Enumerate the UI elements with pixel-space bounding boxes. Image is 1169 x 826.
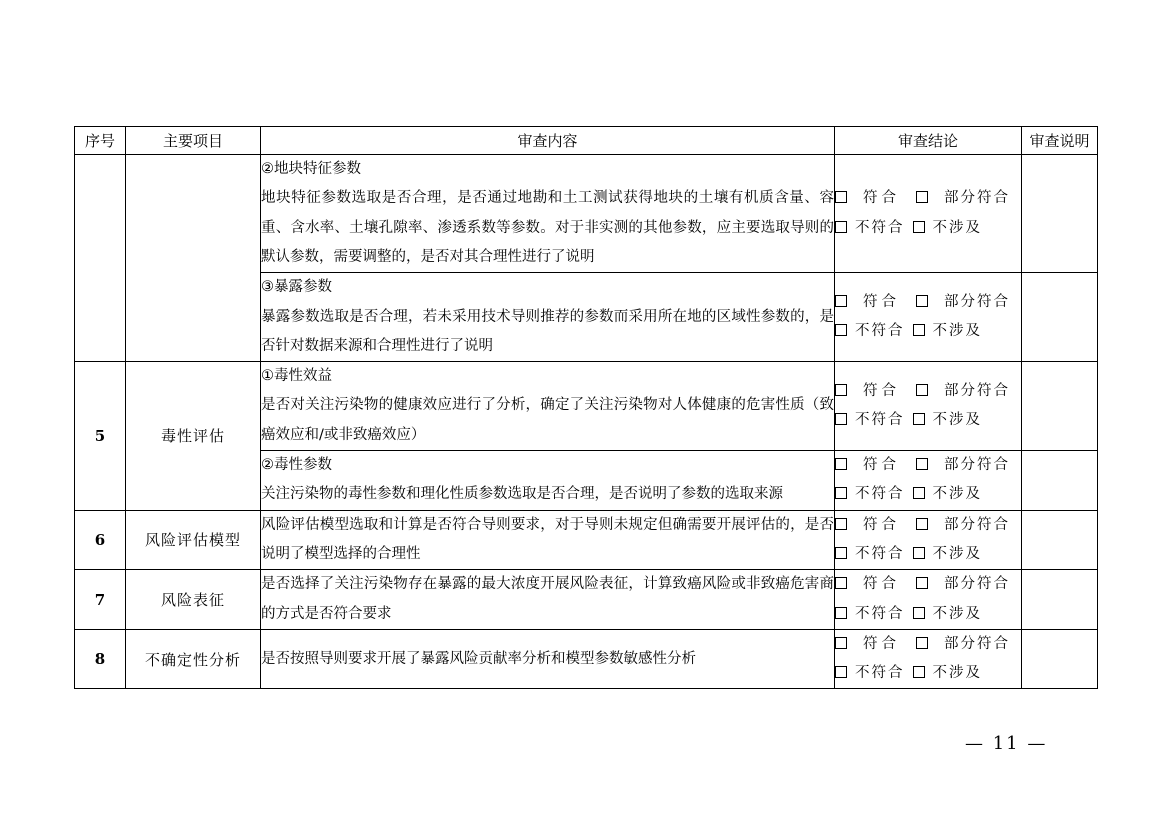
checkbox-na[interactable] (913, 666, 925, 678)
checkbox-noncomply[interactable] (835, 221, 847, 233)
row-num-cell: 5 (75, 362, 126, 510)
option-noncomply-label: 不符合 (855, 605, 905, 622)
option-na-label: 不涉及 (932, 486, 982, 503)
option-noncomply-label: 不符合 (855, 323, 905, 340)
checkbox-comply[interactable] (835, 384, 847, 396)
review-table (74, 126, 1098, 689)
checkbox-na[interactable] (913, 607, 925, 619)
note-cell[interactable] (1022, 570, 1098, 630)
checkbox-na[interactable] (913, 547, 925, 559)
checkbox-na[interactable] (913, 324, 925, 336)
row-num-cell: 8 (75, 629, 126, 689)
checkbox-comply[interactable] (835, 518, 847, 530)
conclusion-cell (835, 570, 1022, 630)
checkbox-na[interactable] (913, 413, 925, 425)
table-row (75, 155, 1098, 273)
checkbox-na[interactable] (913, 487, 925, 499)
option-comply-label: 符合 (863, 457, 900, 474)
row-item-cell (126, 155, 261, 362)
conclusion-cell (835, 273, 1022, 362)
page-number: — 11 — (965, 733, 1048, 754)
note-cell[interactable] (1022, 510, 1098, 570)
row-num-cell (75, 155, 126, 362)
content-body: 是否选择了关注污染物存在暴露的最大浓度开展风险表征，计算致癌风险或非致癌危害商的方式是否符合要求 (261, 576, 834, 622)
option-partial-label: 部分符合 (944, 457, 1010, 474)
option-na-label: 不涉及 (932, 545, 982, 562)
option-partial-label: 部分符合 (944, 516, 1010, 533)
content-subtitle: ③暴露参数 (261, 279, 332, 296)
checkbox-partial[interactable] (916, 637, 928, 649)
content-body: 地块特征参数选取是否合理，是否通过地勘和土工测试获得地块的土壤有机质含量、容重、含水率、土壤孔隙率、渗透系数等参数。对于非实测的其他参数，应主要选取导则的默认参数，需要调整的，是否对其合理性进行了说明 (261, 190, 834, 265)
note-cell[interactable] (1022, 451, 1098, 511)
conclusion-cell (835, 510, 1022, 570)
table-row (75, 510, 1098, 570)
row-item-cell: 风险评估模型 (126, 510, 261, 570)
conclusion-cell (835, 629, 1022, 689)
option-comply-label: 符合 (863, 190, 900, 207)
content-subtitle: ①毒性效益 (261, 368, 332, 385)
header-item: 主要项目 (126, 127, 261, 155)
content-cell (261, 273, 835, 362)
checkbox-comply[interactable] (835, 191, 847, 203)
row-num-cell: 7 (75, 570, 126, 630)
note-cell[interactable] (1022, 629, 1098, 689)
checkbox-partial[interactable] (916, 458, 928, 470)
conclusion-cell (835, 362, 1022, 451)
header-conclusion: 审查结论 (835, 127, 1022, 155)
option-partial-label: 部分符合 (944, 576, 1010, 593)
content-cell (261, 362, 835, 451)
option-noncomply-label: 不符合 (855, 665, 905, 682)
content-cell (261, 155, 835, 273)
header-num: 序号 (75, 127, 126, 155)
checkbox-partial[interactable] (916, 384, 928, 396)
table-row (75, 629, 1098, 689)
option-comply-label: 符合 (863, 576, 900, 593)
option-noncomply-label: 不符合 (855, 412, 905, 429)
option-partial-label: 部分符合 (944, 293, 1010, 310)
option-na-label: 不涉及 (932, 219, 982, 236)
note-cell[interactable] (1022, 155, 1098, 273)
note-cell[interactable] (1022, 362, 1098, 451)
checkbox-noncomply[interactable] (835, 487, 847, 499)
checkbox-partial[interactable] (916, 518, 928, 530)
checkbox-comply[interactable] (835, 458, 847, 470)
table-row (75, 570, 1098, 630)
content-body: 是否对关注污染物的健康效应进行了分析，确定了关注污染物对人体健康的危害性质（致癌效应和/或非致癌效应） (261, 397, 834, 443)
content-cell (261, 629, 835, 689)
option-na-label: 不涉及 (932, 605, 982, 622)
checkbox-comply[interactable] (835, 577, 847, 589)
option-partial-label: 部分符合 (944, 382, 1010, 399)
option-comply-label: 符合 (863, 293, 900, 310)
option-partial-label: 部分符合 (944, 635, 1010, 652)
option-noncomply-label: 不符合 (855, 486, 905, 503)
checkbox-partial[interactable] (916, 577, 928, 589)
option-comply-label: 符合 (863, 516, 900, 533)
content-cell (261, 451, 835, 511)
conclusion-cell (835, 451, 1022, 511)
note-cell[interactable] (1022, 273, 1098, 362)
header-content: 审查内容 (261, 127, 835, 155)
content-body: 风险评估模型选取和计算是否符合导则要求，对于导则未规定但确需要开展评估的，是否说明了模型选择的合理性 (261, 516, 834, 562)
option-na-label: 不涉及 (932, 323, 982, 340)
checkbox-noncomply[interactable] (835, 547, 847, 559)
row-num-cell: 6 (75, 510, 126, 570)
header-note: 审查说明 (1022, 127, 1098, 155)
content-body: 是否按照导则要求开展了暴露风险贡献率分析和模型参数敏感性分析 (261, 650, 696, 667)
row-item-cell: 不确定性分析 (126, 629, 261, 689)
checkbox-comply[interactable] (835, 295, 847, 307)
option-noncomply-label: 不符合 (855, 219, 905, 236)
content-subtitle: ②毒性参数 (261, 457, 332, 474)
checkbox-noncomply[interactable] (835, 607, 847, 619)
option-comply-label: 符合 (863, 635, 900, 652)
option-partial-label: 部分符合 (944, 190, 1010, 207)
content-body: 暴露参数选取是否合理，若未采用技术导则推荐的参数而采用所在地的区域性参数的，是否针对数据来源和合理性进行了说明 (261, 308, 834, 354)
checkbox-comply[interactable] (835, 637, 847, 649)
content-subtitle: ②地块特征参数 (261, 161, 361, 177)
checkbox-partial[interactable] (916, 295, 928, 307)
option-na-label: 不涉及 (932, 412, 982, 429)
checkbox-noncomply[interactable] (835, 413, 847, 425)
content-body: 关注污染物的毒性参数和理化性质参数选取是否合理，是否说明了参数的选取来源 (261, 486, 783, 503)
checkbox-noncomply[interactable] (835, 666, 847, 678)
checkbox-partial[interactable] (916, 191, 928, 203)
content-cell (261, 570, 835, 630)
content-cell (261, 510, 835, 570)
option-na-label: 不涉及 (932, 665, 982, 682)
checkbox-noncomply[interactable] (835, 324, 847, 336)
table-row (75, 362, 1098, 451)
option-noncomply-label: 不符合 (855, 545, 905, 562)
header-row (75, 127, 1098, 155)
checkbox-na[interactable] (913, 221, 925, 233)
option-comply-label: 符合 (863, 382, 900, 399)
row-item-cell: 毒性评估 (126, 362, 261, 510)
row-item-cell: 风险表征 (126, 570, 261, 630)
conclusion-cell (835, 155, 1022, 273)
